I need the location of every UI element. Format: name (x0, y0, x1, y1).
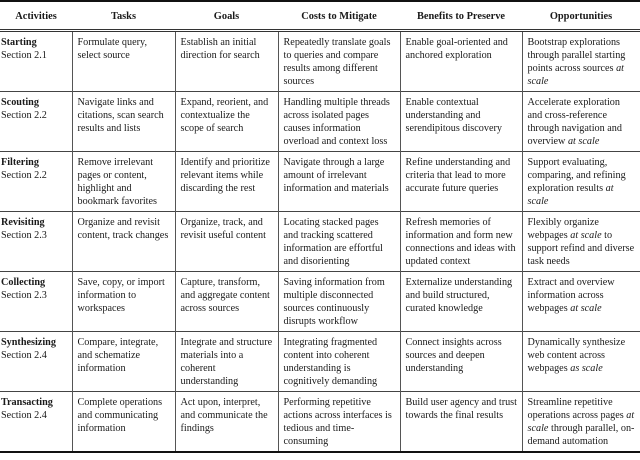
header-goals: Goals (213, 10, 240, 22)
goals-cell: Act upon, interpret, and communicate the findings (175, 392, 278, 453)
tasks-cell: Formulate query, select source (72, 31, 175, 92)
goals-cell: Integrate and structure materials into a coherent understanding (175, 332, 278, 392)
table-header (0, 1, 640, 31)
benefits-cell: Enable goal-oriented and anchored exploration (400, 31, 522, 92)
opportunities-cell (522, 392, 640, 453)
opportunity-text: Flexibly organize webpages (527, 217, 599, 241)
opportunity-emphasis: at scale (570, 230, 602, 241)
table-row (0, 152, 640, 212)
activity-section: Section 2.3 (1, 230, 47, 241)
header-benefits: Benefits to Preserve (416, 10, 506, 22)
opportunities-cell (522, 272, 640, 332)
activity-cell (0, 392, 72, 453)
opportunity-emphasis: at scale (527, 63, 624, 87)
goals-cell: Expand, reorient, and contextualize the scope of search (175, 92, 278, 152)
activity-section: Section 2.4 (1, 410, 47, 421)
opportunities-cell (522, 212, 640, 272)
opportunity-text-after: to support refind and diverse task needs (527, 230, 635, 267)
costs-cell: Saving information from multiple disconnected sources continuously disrupts workflow (278, 272, 400, 332)
opportunity-emphasis: at scale (567, 136, 600, 147)
tasks-cell: Remove irrelevant pages or content, highlight and bookmark favorites (72, 152, 175, 212)
opportunity-text: Support evaluating, comparing, and refining exploration results (527, 157, 626, 194)
opportunity-text: Extract and overview information across webpages (527, 277, 615, 314)
activity-name: Revisiting (1, 217, 45, 228)
activity-name: Filtering (1, 157, 39, 168)
table-row (0, 31, 640, 92)
activity-cell (0, 212, 72, 272)
opportunity-text-after: through parallel, on-demand automation (527, 423, 635, 447)
opportunity-emphasis: at scale (570, 303, 602, 314)
opportunity-text: Dynamically synthesize web content across webpages (527, 337, 626, 374)
benefits-cell: Refine understanding and criteria that lead to more accurate future queries (400, 152, 522, 212)
costs-cell: Locating stacked pages and tracking scattered information are effortful and disorienting (278, 212, 400, 272)
activity-section: Section 2.1 (1, 50, 47, 61)
activity-cell (0, 31, 72, 92)
benefits-cell: Connect insights across sources and deepen understanding (400, 332, 522, 392)
benefits-cell: Enable contextual understanding and serendipitous discovery (400, 92, 522, 152)
activity-name: Collecting (1, 277, 46, 288)
table-row (0, 92, 640, 152)
opportunities-cell (522, 332, 640, 392)
benefits-cell: Externalize understanding and build structured, curated knowledge (400, 272, 522, 332)
header-tasks: Tasks (110, 10, 137, 22)
costs-cell: Performing repetitive actions across interfaces is tedious and time-consuming (278, 392, 400, 453)
activity-section: Section 2.2 (1, 170, 47, 181)
opportunity-emphasis: at scale (527, 410, 635, 434)
costs-cell: Navigate through a large amount of irrelevant information and materials (278, 152, 400, 212)
opportunity-text: Bootstrap explorations through parallel starting points across sources (527, 37, 626, 74)
activity-section: Section 2.2 (1, 110, 47, 121)
header-activities: Activities (15, 10, 57, 22)
costs-cell: Integrating fragmented content into coherent understanding is cognitively demanding (278, 332, 400, 392)
opportunity-emphasis: as scale (570, 363, 603, 374)
activity-section: Section 2.4 (1, 350, 47, 361)
activity-name: Starting (1, 37, 37, 48)
tasks-cell: Organize and revisit content, track changes (72, 212, 175, 272)
activity-name: Synthesizing (1, 337, 56, 348)
opportunity-text: Accelerate exploration and cross-reference through navigation and overview (527, 97, 622, 147)
opportunity-text: Streamline repetitive operations across pages (527, 397, 627, 421)
header-costs: Costs to Mitigate (301, 10, 377, 22)
goals-cell: Organize, track, and revisit useful content (175, 212, 278, 272)
table-row (0, 212, 640, 272)
goals-cell: Establish an initial direction for search (175, 31, 278, 92)
opportunities-cell (522, 31, 640, 92)
goals-cell: Identify and prioritize relevant items while discarding the rest (175, 152, 278, 212)
activity-cell (0, 332, 72, 392)
activity-cell (0, 152, 72, 212)
costs-cell: Handling multiple threads across isolated pages causes information overload and context loss (278, 92, 400, 152)
table-row (0, 392, 640, 453)
activity-cell (0, 272, 72, 332)
activity-cell (0, 92, 72, 152)
tasks-cell: Navigate links and citations, scan search results and lists (72, 92, 175, 152)
table-row (0, 332, 640, 392)
costs-cell: Repeatedly translate goals to queries and compare results among different sources (278, 31, 400, 92)
table-body (0, 31, 640, 453)
goals-cell: Capture, transform, and aggregate content across sources (175, 272, 278, 332)
tasks-cell: Complete operations and communicating information (72, 392, 175, 453)
benefits-cell: Refresh memories of information and form new connections and ideas with updated context (400, 212, 522, 272)
activity-name: Scouting (1, 97, 39, 108)
activity-section: Section 2.3 (1, 290, 47, 301)
opportunity-emphasis: at scale (527, 183, 614, 207)
activity-name: Transacting (1, 397, 53, 408)
tasks-cell: Compare, integrate, and schematize information (72, 332, 175, 392)
benefits-cell: Build user agency and trust towards the final results (400, 392, 522, 453)
tasks-cell: Save, copy, or import information to workspaces (72, 272, 175, 332)
opportunities-cell (522, 92, 640, 152)
header-opportunities: Opportunities (549, 10, 613, 22)
opportunities-cell (522, 152, 640, 212)
table-row (0, 272, 640, 332)
